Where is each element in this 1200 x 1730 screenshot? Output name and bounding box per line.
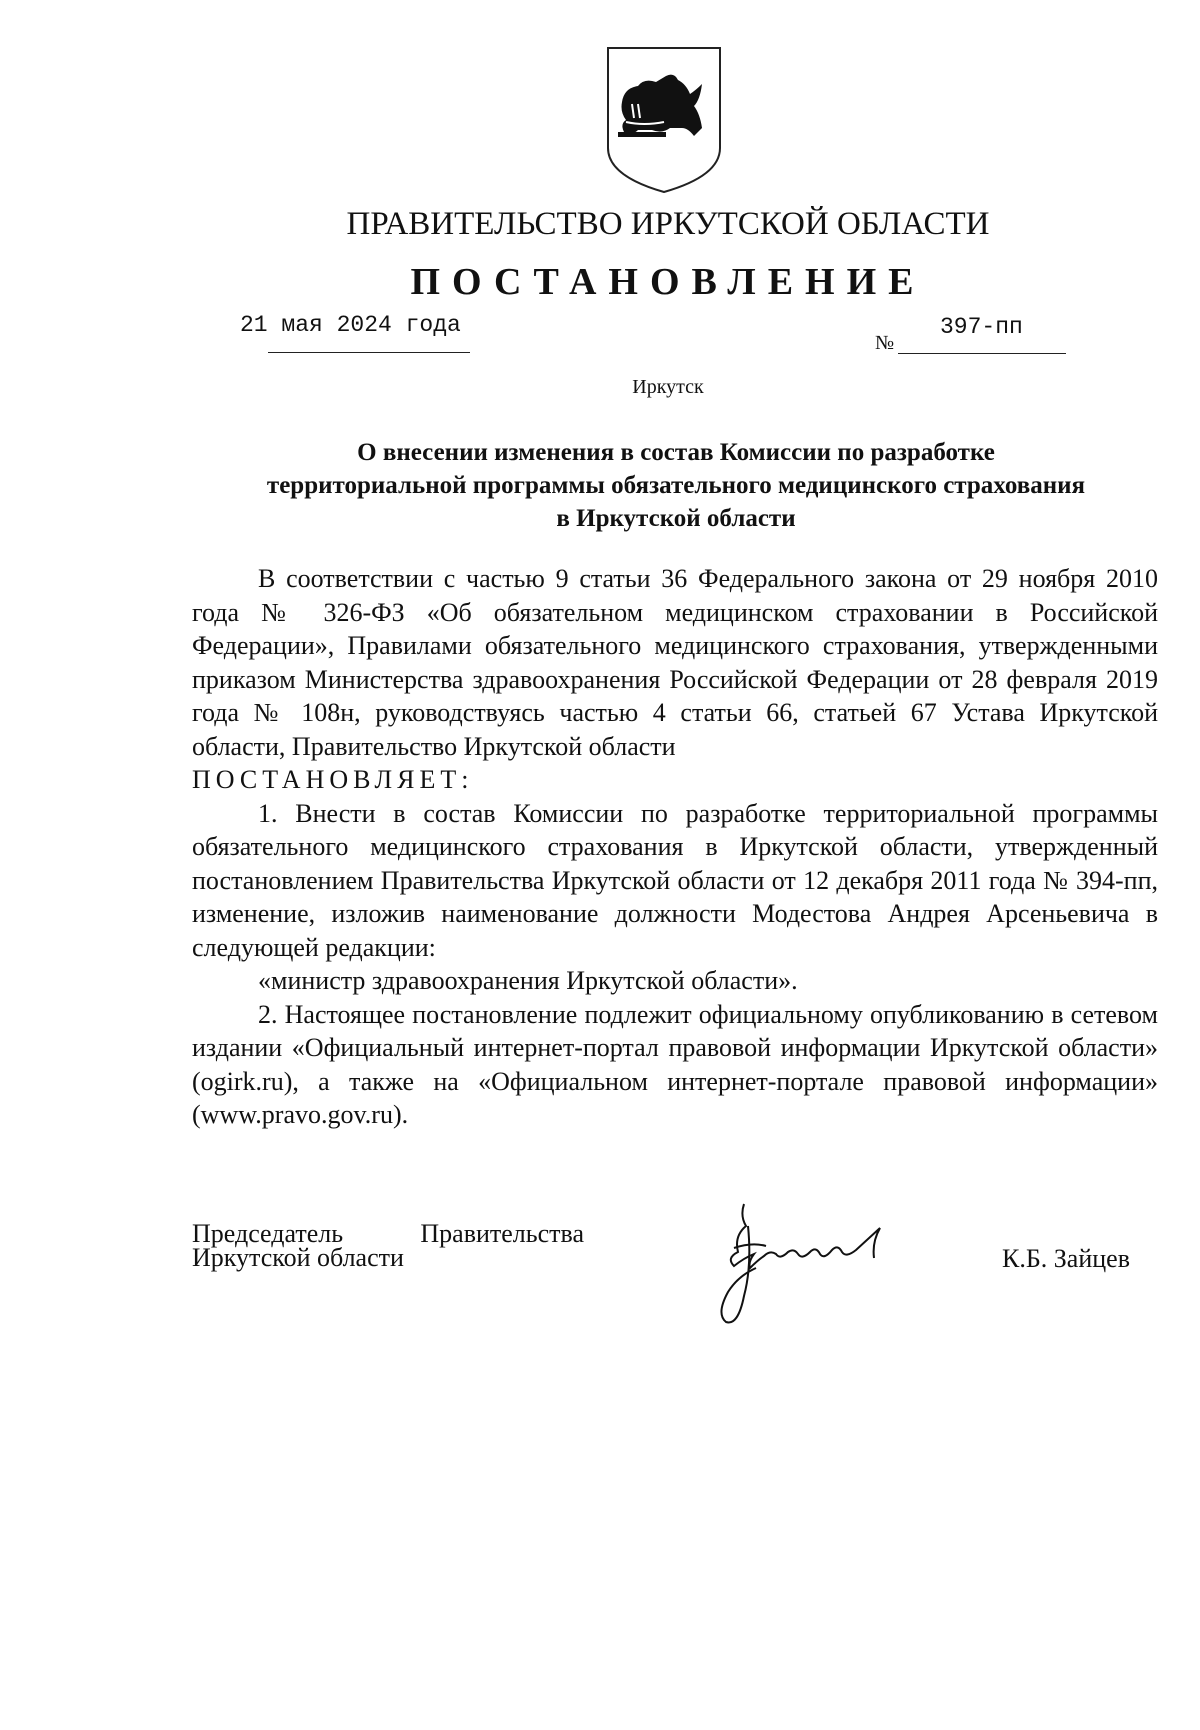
number-underline [898, 353, 1066, 354]
number-sign: № [875, 332, 895, 354]
preamble-paragraph: В соответствии с частью 9 статьи 36 Федерального закона от 29 ноября 2010 года № 326-ФЗ «Об обязательном медицинском страховании в Российской Федерации», Правилами обязательного медицинского страхования, утвержденными приказом Министерства здравоохранения Российской Федерации от 28 февраля 2019 года № 108н, руководствуясь частью 4 статьи 66, статьей 67 Устава Иркутской области, Правительство Иркутской области [192, 564, 1158, 761]
signatory-position-line-2: Иркутской области [192, 1243, 404, 1272]
document-type: ПОСТАНОВЛЕНИЕ [410, 261, 926, 303]
decree-subject: О внесении изменения в состав Комиссии по разработке территориальной программы обязательного медицинского страхования в Иркутской области [266, 439, 1086, 532]
position-word-1: Председатель [192, 1219, 344, 1248]
city: Иркутск [632, 376, 704, 398]
signatory-name: К.Б. Зайцев [1002, 1244, 1130, 1273]
government-name: ПРАВИТЕЛЬСТВО ИРКУТСКОЙ ОБЛАСТИ [346, 206, 990, 242]
item-2-paragraph: 2. Настоящее постановление подлежит официальному опубликованию в сетевом издании «Официальный интернет-портал правовой информации Иркутской области» (ogirk.ru), а также на «Официальном интернет-портале правовой информации» (www.pravo.gov.ru). [192, 999, 1158, 1129]
decree-date: 21 мая 2024 года [240, 312, 461, 338]
handwritten-signature [704, 1196, 944, 1336]
item-1-paragraph: 1. Внести в состав Комиссии по разработке территориальной программы обязательного медицинского страхования в Иркутской области, утвержденный постановлением Правительства Иркутской области от 12 декабря 2011 года № 394-пп, изменение, изложив наименование должности Модестова Андрея Арсеньевича в следующей редакции: [192, 798, 1158, 962]
coat-of-arms-icon [604, 44, 724, 196]
item-1-quote: «министр здравоохранения Иркутской области». [258, 966, 798, 995]
signatory-position [192, 1219, 584, 1272]
decree-number: 397-пп [940, 314, 1023, 340]
resolve-heading: ПОСТАНОВЛЯЕТ: [192, 765, 474, 794]
date-underline [268, 352, 470, 353]
position-word-2: Правительства [420, 1219, 584, 1248]
decree-body [192, 562, 1158, 1132]
